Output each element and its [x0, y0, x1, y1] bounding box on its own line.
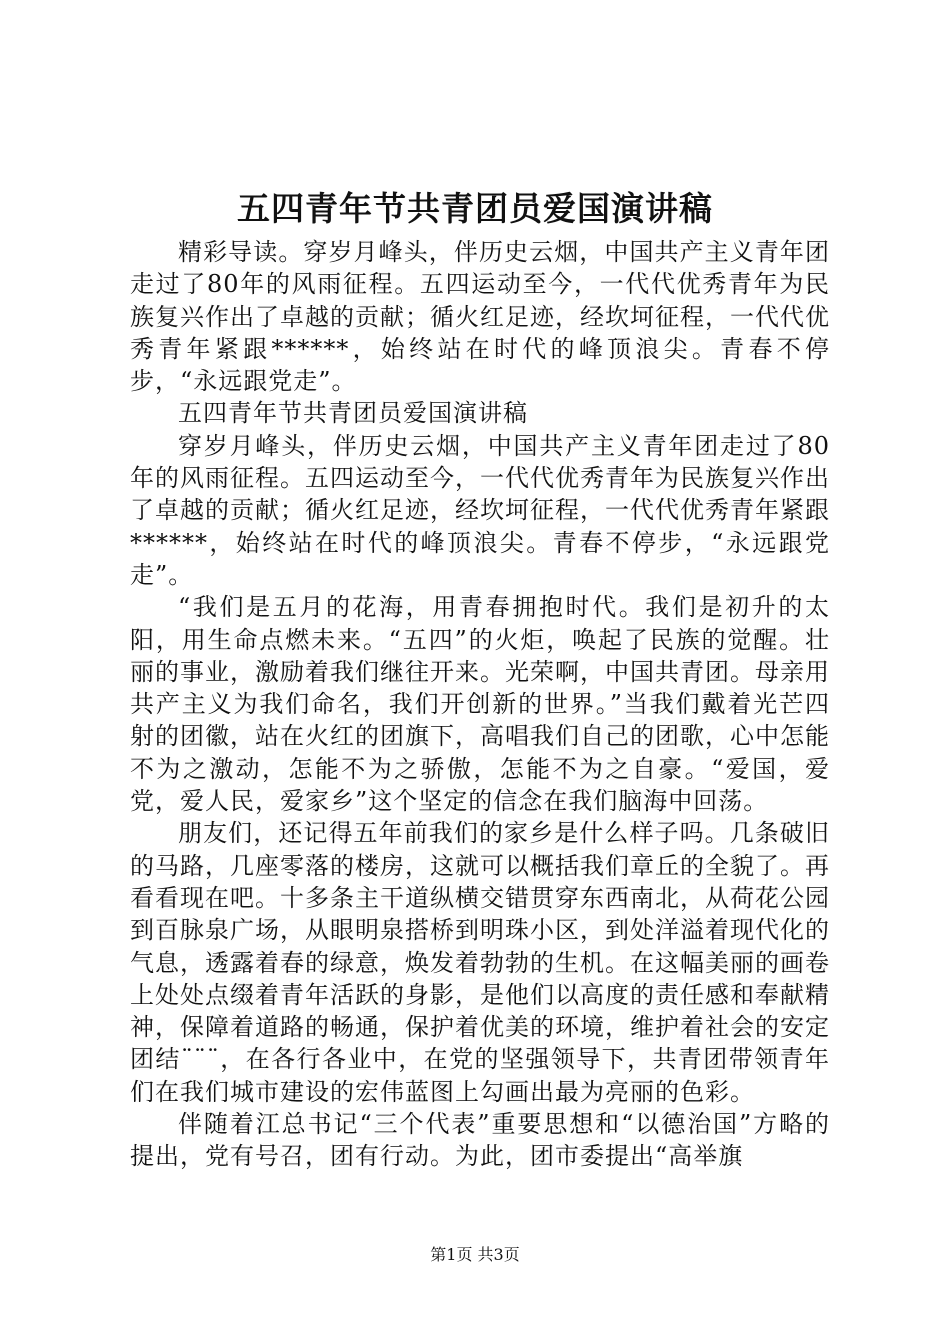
paragraph-hometown: 朋友们，还记得五年前我们的家乡是什么样子吗。几条破旧的马路，几座零落的楼房，这就可以概括我们章丘的全貌了。再看看现在吧。十多条主干道纵横交错贯穿东西南北，从荷花公园到百脉泉广场，从眼明泉搭桥到明珠小区，到处洋溢着现代化的气息，透露着春的绿意，焕发着勃勃的生机。在这幅美丽的画卷上处处点缀着青年活跃的身影，是他们以高度的责任感和奉献精神，保障着道路的畅通，保护着优美的环境，维护着社会的安定团结¨¨¨，在各行各业中，在党的坚强领导下，共青团带领青年们在我们城市建设的宏伟蓝图上勾画出最为亮丽的色彩。 [130, 819, 830, 1106]
paragraph-subtitle: 五四青年节共青团员爱国演讲稿 [178, 399, 528, 428]
paragraph-three-represents: 伴随着江总书记“三个代表”重要思想和“以德治国”方略的提出，党有号召，团有行动。为此，团市委提出“高举旗 [130, 1110, 830, 1171]
paragraph-intro: 精彩导读。穿岁月峰头，伴历史云烟，中国共产主义青年团走过了80年的风雨征程。五四运动至今，一代代优秀青年为民族复兴作出了卓越的贡献；循火红足迹，经坎坷征程，一代代优秀青年紧跟******，始终站在时代的峰顶浪尖。青春不停步，“永远跟党走”。 [130, 238, 830, 396]
paragraph-opening: 穿岁月峰头，伴历史云烟，中国共产主义青年团走过了80年的风雨征程。五四运动至今，一代代优秀青年为民族复兴作出了卓越的贡献；循火红足迹，经坎坷征程，一代代优秀青年紧跟******，始终站在时代的峰顶浪尖。青春不停步，“永远跟党走”。 [130, 431, 830, 589]
page-indicator: 第1页 共3页 [430, 1245, 520, 1264]
paragraph-song-quote: “我们是五月的花海，用青春拥抱时代。我们是初升的太阳，用生命点燃未来。“五四”的火炬，唤起了民族的觉醒。壮丽的事业，激励着我们继往开来。光荣啊，中国共青团。母亲用共产主义为我们命名，我们开创新的世界。”当我们戴着光芒四射的团徽，站在火红的团旗下，高唱我们自己的团歌，心中怎能不为之激动，怎能不为之骄傲，怎能不为之自豪。“爱国，爱党，爱人民，爱家乡”这个坚定的信念在我们脑海中回荡。 [130, 593, 830, 816]
document-title: 五四青年节共青团员爱国演讲稿 [237, 189, 713, 228]
document-body [130, 236, 830, 1173]
